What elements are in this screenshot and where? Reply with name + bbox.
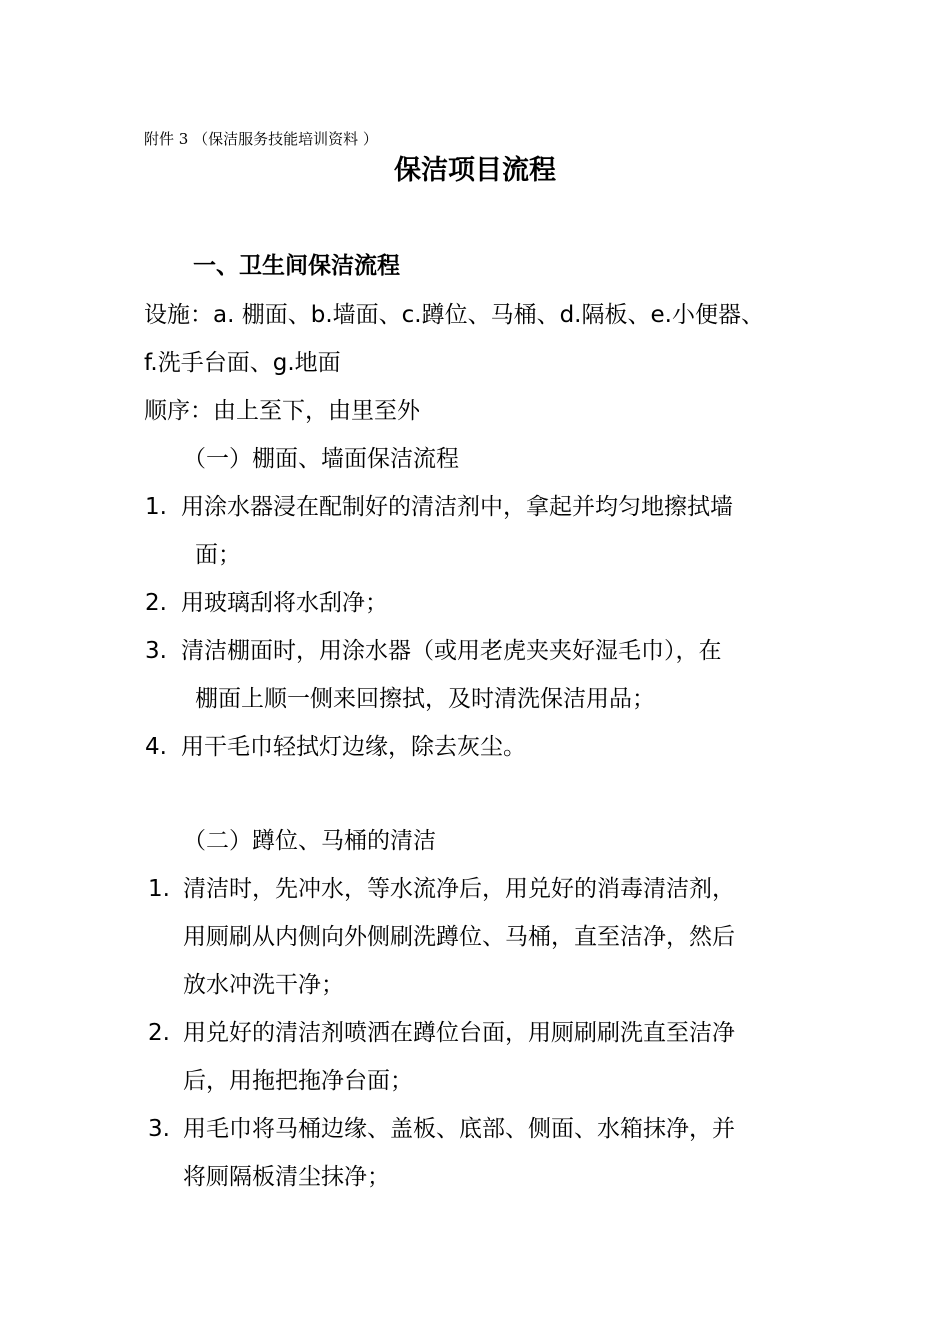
section-heading: 一、卫生间保洁流程	[193, 253, 400, 279]
list-number: 2.	[148, 1020, 170, 1046]
annex-label: 附件 3 （保洁服务技能培训资料 ）	[144, 130, 378, 148]
subsection-heading-2: （二）蹲位、马桶的清洁	[183, 828, 436, 854]
list-number: 3.	[145, 638, 167, 664]
list-item-text: 将厕隔板清尘抹净；	[183, 1164, 390, 1190]
subsection-heading-1: （一）棚面、墙面保洁流程	[183, 446, 459, 472]
order-line: 顺序：由上至下，由里至外	[144, 398, 420, 424]
list-number: 1.	[148, 876, 170, 902]
list-item-text: 用毛巾将马桶边缘、盖板、底部、侧面、水箱抹净，并	[183, 1116, 735, 1142]
facilities-line-1: 设施：a. 棚面、b.墙面、c.蹲位、马桶、d.隔板、e.小便器、	[144, 302, 764, 328]
list-item-text: 放水冲洗干净；	[183, 972, 344, 998]
list-item-text: 面；	[195, 542, 241, 568]
list-number: 4.	[145, 734, 167, 760]
list-item-text: 后，用拖把拖净台面；	[183, 1068, 413, 1094]
list-item-text: 用干毛巾轻拭灯边缘，除去灰尘。	[181, 734, 526, 760]
list-item-text: 用玻璃刮将水刮净；	[181, 590, 388, 616]
list-number: 1.	[145, 494, 167, 520]
page-title: 保洁项目流程	[394, 155, 556, 186]
list-item-text: 用厕刷从内侧向外侧刷洗蹲位、马桶，直至洁净，然后	[183, 924, 735, 950]
list-item-text: 用涂水器浸在配制好的清洁剂中，拿起并均匀地擦拭墙	[181, 494, 733, 520]
facilities-line-2: f.洗手台面、g.地面	[144, 350, 341, 376]
list-number: 2.	[145, 590, 167, 616]
list-item-text: 棚面上顺一侧来回擦拭，及时清洗保洁用品；	[195, 686, 655, 712]
list-item-text: 清洁棚面时，用涂水器（或用老虎夹夹好湿毛巾），在	[181, 638, 722, 664]
list-item-text: 清洁时，先冲水，等水流净后，用兑好的消毒清洁剂，	[183, 876, 735, 902]
list-item-text: 用兑好的清洁剂喷洒在蹲位台面，用厕刷刷洗直至洁净	[183, 1020, 735, 1046]
list-number: 3.	[148, 1116, 170, 1142]
